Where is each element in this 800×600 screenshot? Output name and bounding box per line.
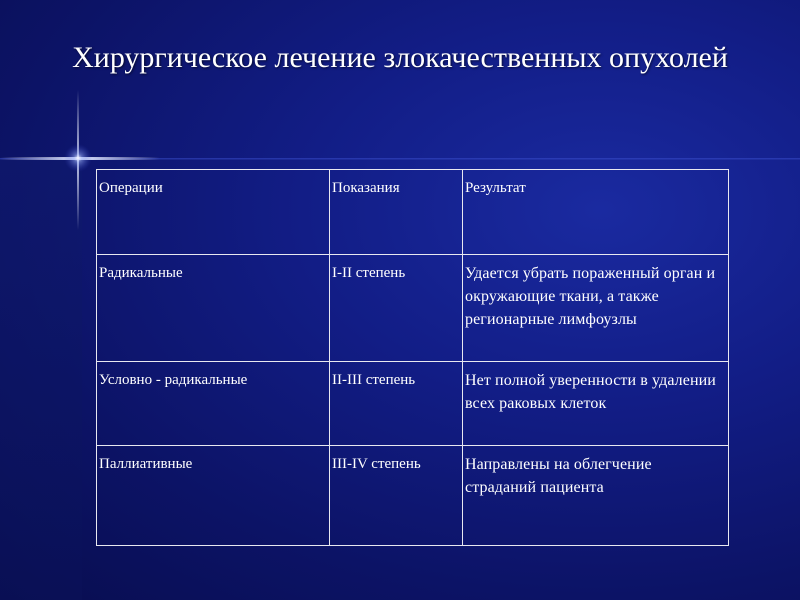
cell-operation: Паллиативные <box>97 446 330 546</box>
surgery-table <box>96 169 729 546</box>
left-background-band <box>0 160 82 600</box>
header-indications: Показания <box>330 170 463 255</box>
cell-result: Направлены на облегчение страданий пациента <box>463 446 729 546</box>
cell-operation: Условно - радикальные <box>97 362 330 446</box>
header-result: Результат <box>463 170 729 255</box>
table-header-row <box>97 170 729 255</box>
cell-indication: III-IV степень <box>330 446 463 546</box>
slide-title: Хирургическое лечение злокачественных опухолей <box>72 41 728 74</box>
table-row <box>97 255 729 362</box>
cell-result: Удается убрать пораженный орган и окружающие ткани, а также регионарные лимфоузлы <box>463 255 729 362</box>
cell-result: Нет полной уверенности в удалении всех раковых клеток <box>463 362 729 446</box>
header-operations: Операции <box>97 170 330 255</box>
cell-operation: Радикальные <box>97 255 330 362</box>
cell-indication: I-II степень <box>330 255 463 362</box>
table-row <box>97 362 729 446</box>
cell-indication: II-III степень <box>330 362 463 446</box>
table-row <box>97 446 729 546</box>
